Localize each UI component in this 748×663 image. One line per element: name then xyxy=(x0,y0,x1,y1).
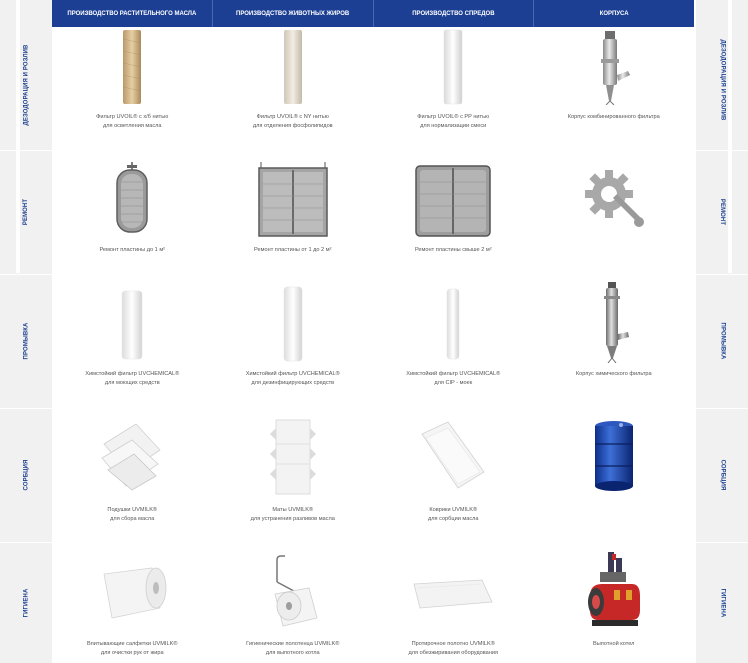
product-card[interactable] xyxy=(213,27,374,150)
header-housings[interactable]: КОРПУСА xyxy=(599,10,629,17)
product-card[interactable] xyxy=(534,27,695,150)
wipes-roll-icon xyxy=(96,564,168,624)
product-card[interactable] xyxy=(373,274,534,408)
section-tab-deodor[interactable]: ДЕЗОДОРАЦИЯ И РОЗЛИВ xyxy=(23,44,30,126)
product-row-sorb xyxy=(52,408,694,542)
product-card[interactable] xyxy=(52,274,213,408)
product-caption: Впитывающие салфетки UVMILK® для очистки рук от жира xyxy=(87,641,178,656)
oval-filter-plate-icon xyxy=(113,162,151,238)
absorbent-pillows-icon xyxy=(98,420,166,492)
product-card[interactable] xyxy=(373,27,534,150)
chemical-cartridge-icon xyxy=(446,288,460,360)
product-caption: Химстойкий фильтр UVCHEMICAL® для дезинфицирующих средств xyxy=(245,371,340,386)
product-card[interactable] xyxy=(213,542,374,663)
towel-roll-holder-icon xyxy=(263,554,323,630)
category-header xyxy=(52,0,694,27)
product-caption: Фильтр UVOIL® с NY нитью для отделения фосфолипидов xyxy=(252,114,333,129)
absorbent-rugs-icon xyxy=(418,420,488,492)
product-row-repair xyxy=(52,150,694,274)
gear-wrench-icon xyxy=(583,166,645,228)
product-card[interactable] xyxy=(373,542,534,663)
product-row-deodor xyxy=(52,27,694,150)
product-card[interactable] xyxy=(534,150,695,274)
rendering-boiler-icon xyxy=(586,550,642,630)
section-tab-hygiene[interactable]: ГИГИЕНА xyxy=(22,588,29,617)
product-caption: Подушки UVMILK® для сбора масла xyxy=(107,507,158,522)
header-vegetable-oil[interactable]: ПРОИЗВОДСТВО РАСТИТЕЛЬНОГО МАСЛА xyxy=(52,0,213,27)
large-filter-plate-icon xyxy=(414,162,492,238)
product-caption: Фильтр UVOIL® с х/б нитью для осветления масла xyxy=(96,114,169,129)
product-card[interactable] xyxy=(534,274,695,408)
product-card[interactable] xyxy=(534,542,695,663)
product-caption: Ремонт пластины до 1 м² xyxy=(99,247,166,253)
section-tab-sorb[interactable]: СОРБЦИЯ xyxy=(23,459,29,491)
product-caption: Коврики UVMILK® для сорбции масла xyxy=(427,507,479,522)
product-card[interactable] xyxy=(52,150,213,274)
section-tab-repair[interactable]: РЕМОНТ xyxy=(719,198,725,226)
right-section-nav xyxy=(696,0,748,663)
product-caption: Выпотной котел xyxy=(593,641,635,647)
left-section-nav xyxy=(0,0,52,663)
product-caption: Ремонт пластины свыше 2 м² xyxy=(414,247,492,253)
section-tab-flush[interactable]: ПРОМЫВКА xyxy=(719,322,725,360)
chemical-cartridge-icon xyxy=(283,286,303,362)
chemical-housing-icon xyxy=(594,282,634,364)
product-card[interactable] xyxy=(213,274,374,408)
header-animal-fats[interactable]: ПРОИЗВОДСТВО ЖИВОТНЫХ ЖИРОВ xyxy=(213,0,374,27)
filter-plate-icon xyxy=(257,162,329,238)
section-tab-deodor[interactable]: ДЕЗОДОРАЦИЯ И РОЗЛИВ xyxy=(719,39,726,121)
wiping-cloth-icon xyxy=(412,578,494,610)
chemical-cartridge-icon xyxy=(121,290,143,360)
product-card[interactable] xyxy=(213,150,374,274)
product-caption: Фильтр UVOIL® с PP нитью для нормализации смеси xyxy=(417,114,490,129)
product-caption: Гигиенические полотенца UVMILK® для выпотного котла xyxy=(246,641,340,656)
section-tab-sorb[interactable]: СОРБЦИЯ xyxy=(719,459,725,491)
product-card[interactable] xyxy=(52,27,213,150)
product-row-flush xyxy=(52,274,694,408)
product-card[interactable] xyxy=(534,408,695,542)
product-caption: Протирочное полотно UVMILK® для обезжиривания оборудования xyxy=(408,641,499,656)
product-card[interactable] xyxy=(373,150,534,274)
product-card[interactable] xyxy=(373,408,534,542)
nylon-cartridge-filter-icon xyxy=(283,29,303,105)
filter-housing-icon xyxy=(594,29,634,105)
product-caption: Ремонт пластины от 1 до 2 м² xyxy=(254,247,332,253)
product-card[interactable] xyxy=(213,408,374,542)
product-caption: Химстойкий фильтр UVCHEMICAL® для моющих средств xyxy=(85,371,180,386)
cotton-cartridge-filter-icon xyxy=(122,29,142,105)
product-caption: Маты UVMILK® для устранения разливов масла xyxy=(250,507,335,522)
section-tab-flush[interactable]: ПРОМЫВКА xyxy=(23,322,29,360)
blue-drum-icon xyxy=(593,420,635,492)
product-row-hygiene xyxy=(52,542,694,663)
product-card[interactable] xyxy=(52,408,213,542)
product-caption: Корпус комбинированного фильтра xyxy=(567,114,660,120)
pp-cartridge-filter-icon xyxy=(443,29,463,105)
header-spreads[interactable]: ПРОИЗВОДСТВО СПРЕДОВ xyxy=(374,0,535,27)
product-card[interactable] xyxy=(52,542,213,663)
section-tab-hygiene[interactable]: ГИГИЕНА xyxy=(718,588,725,617)
section-tab-repair[interactable]: РЕМОНТ xyxy=(23,198,29,226)
product-caption: Химстойкий фильтр UVCHEMICAL® для CIP - моек xyxy=(406,371,501,386)
absorbent-mats-icon xyxy=(270,418,316,496)
product-caption: Корпус химического фильтра xyxy=(575,371,652,377)
